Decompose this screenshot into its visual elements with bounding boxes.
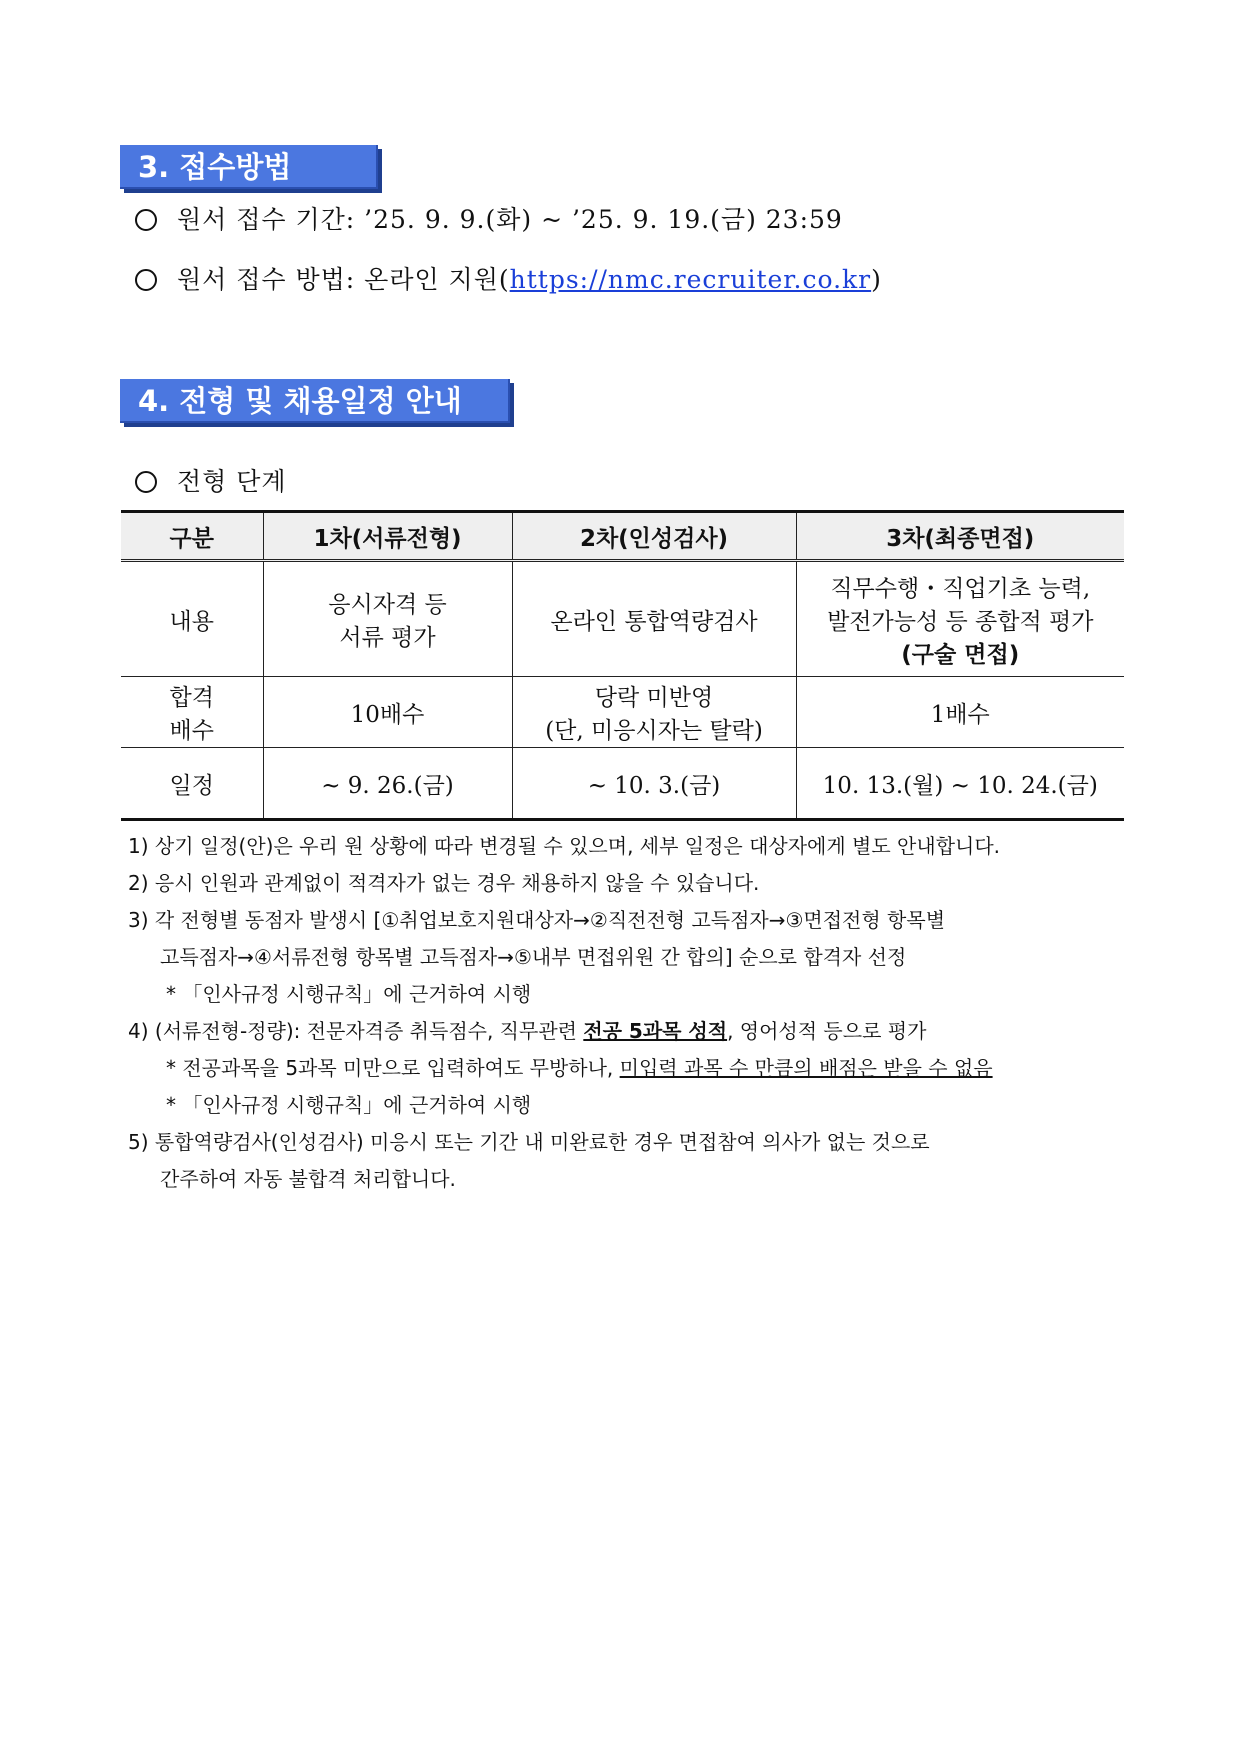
header-stage-2: 2차(인성검사): [512, 512, 796, 561]
note-4-asterisk-2: * 「인사규정 시행규칙」에 근거하여 시행: [166, 1093, 532, 1117]
application-period: [135, 200, 843, 236]
note-5-line-2: 간주하여 자동 불합격 처리합니다.: [160, 1167, 456, 1191]
circle-bullet-icon: [135, 471, 157, 493]
header-category: 구분: [121, 512, 263, 561]
note-4-text: 4) (서류전형-정량): 전문자격증 취득점수, 직무관련: [128, 1019, 584, 1043]
cell-line: 합격: [169, 685, 214, 711]
stage-heading-text: 전형 단계: [177, 467, 287, 496]
stage-heading: [135, 462, 287, 498]
notes-list: [128, 828, 1128, 1198]
cell-line: (단, 미응시자는 탈락): [545, 718, 763, 744]
header-stage-3: 3차(최종면접): [796, 512, 1124, 561]
cell-line: 발전가능성 등 종합적 평가: [827, 608, 1094, 635]
table-row-content: [121, 561, 1124, 677]
note-4: [128, 1013, 1128, 1050]
cell-line: 배수: [169, 718, 214, 744]
application-method-prefix: 원서 접수 방법: 온라인 지원(: [177, 265, 510, 294]
row-label-content: 내용: [121, 561, 263, 677]
row-label-pass-ratio: [121, 677, 263, 748]
recruiter-link[interactable]: https://nmc.recruiter.co.kr: [509, 265, 872, 294]
application-method: [135, 260, 882, 296]
cell-schedule-stage-3: 10. 13.(월) ~ 10. 24.(금): [796, 748, 1124, 820]
note-4-emphasis: 전공 5과목 성적: [583, 1019, 728, 1043]
cell-content-stage-3: [796, 561, 1124, 677]
cell-content-stage-1: [263, 561, 512, 677]
cell-pass-stage-2: [512, 677, 796, 748]
note-4-asterisk-text: * 전공과목을 5과목 미만으로 입력하여도 무방하나,: [166, 1056, 620, 1080]
note-5-line-1: 5) 통합역량검사(인성검사) 미응시 또는 기간 내 미완료한 경우 면접참여 의사가 없는 것으로: [128, 1130, 930, 1154]
cell-schedule-stage-2: ~ 10. 3.(금): [512, 748, 796, 820]
note-4-asterisk-1: [128, 1050, 1128, 1087]
table-row-pass-ratio: [121, 677, 1124, 748]
note-3-asterisk: * 「인사규정 시행규칙」에 근거하여 시행: [166, 982, 532, 1006]
table-header-row: [121, 512, 1124, 561]
cell-line: 당락 미반영: [594, 685, 714, 711]
application-method-suffix: ): [871, 265, 882, 294]
row-label-schedule: 일정: [121, 748, 263, 820]
cell-pass-stage-1: 10배수: [263, 677, 512, 748]
note-4-asterisk-underlined: 미입력 과목 수 만큼의 배점은 받을 수 없음: [619, 1056, 993, 1080]
cell-line-bold: (구술 면접): [901, 641, 1020, 668]
header-stage-1: 1차(서류전형): [263, 512, 512, 561]
table-row-schedule: [121, 748, 1124, 820]
cell-content-stage-2: 온라인 통합역량검사: [512, 561, 796, 677]
note-1: 1) 상기 일정(안)은 우리 원 상황에 따라 변경될 수 있으며, 세부 일정은 대상자에게 별도 안내합니다.: [128, 834, 1001, 858]
cell-line: 서류 평가: [339, 625, 436, 651]
note-4-text-end: , 영어성적 등으로 평가: [727, 1019, 927, 1043]
application-period-text: 원서 접수 기간: ’25. 9. 9.(화) ~ ’25. 9. 19.(금) 23:59: [177, 205, 843, 234]
circle-bullet-icon: [135, 209, 157, 231]
section-4-heading: 4. 전형 및 채용일정 안내: [120, 379, 510, 423]
schedule-table: [121, 510, 1124, 821]
circle-bullet-icon: [135, 269, 157, 291]
cell-line: 직무수행・직업기초 능력,: [830, 575, 1091, 602]
cell-schedule-stage-1: ~ 9. 26.(금): [263, 748, 512, 820]
cell-line: 응시자격 등: [328, 592, 447, 618]
section-3-heading: 3. 접수방법: [120, 145, 378, 189]
note-2: 2) 응시 인원과 관계없이 적격자가 없는 경우 채용하지 않을 수 있습니다.: [128, 871, 760, 895]
note-3-line-1: 3) 각 전형별 동점자 발생시 [①취업보호지원대상자→②직전전형 고득점자→③면접전형 항목별: [128, 908, 946, 932]
cell-pass-stage-3: 1배수: [796, 677, 1124, 748]
note-3-line-2: 고득점자→④서류전형 항목별 고득점자→⑤내부 면접위원 간 합의] 순으로 합격자 선정: [160, 945, 907, 969]
